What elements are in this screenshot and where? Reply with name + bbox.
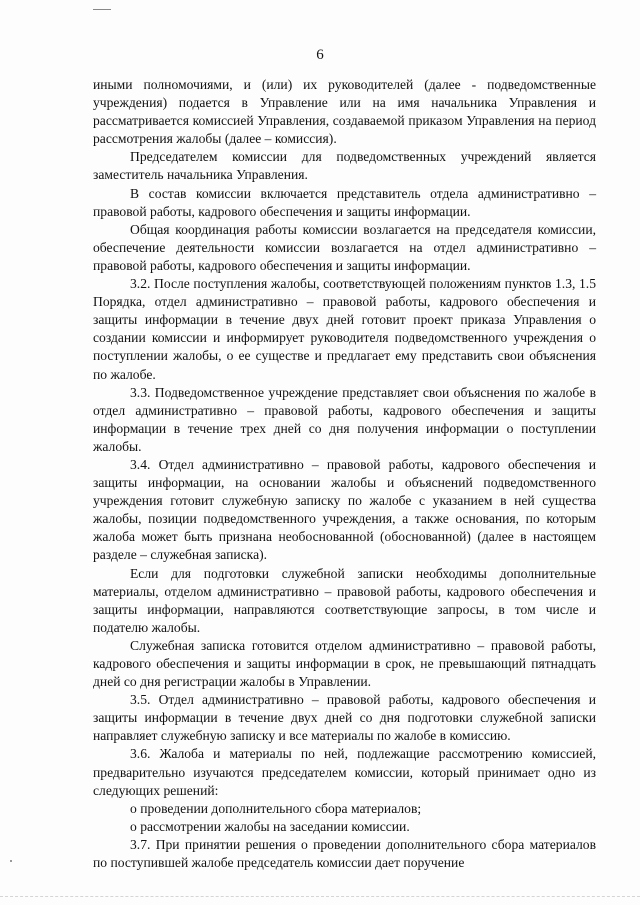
paragraph-coordination: Общая координация работы комиссии возлагается на председателя комиссии, обеспечение деятельности комиссии возлагается на отдел административно – правовой работы, кадрового обеспечения и защиты информации. [93, 221, 596, 273]
paragraph-3-7: 3.7. При принятии решения о проведении дополнительного сбора материалов по поступившей жалобе председатель комиссии дает поручение [93, 836, 596, 871]
list-item-additional-collection: о проведении дополнительного сбора материалов; [130, 800, 422, 816]
paragraph-3-6: 3.6. Жалоба и материалы по ней, подлежащие рассмотрению комиссией, предварительно изучаются председателем комиссии, который принимает одно из следующих решений: [93, 746, 596, 798]
paragraph-service-note-deadline: Служебная записка готовится отделом административно – правовой работы, кадрового обеспечения и защиты информации в срок, не превышающий пятнадцать дней со дня регистрации жалобы в Управлении. [93, 637, 596, 690]
paragraph-commission-composition: В состав комиссии включается представитель отдела административно – правовой работы, кадрового обеспечения и защиты информации. [93, 185, 596, 219]
page-number: 6 [316, 47, 324, 63]
paragraph-3-4: 3.4. Отдел административно – правовой работы, кадрового обеспечения и защиты информации, на основании жалобы и объяснений подведомственного учреждения готовит служебную записку по жалобе с указанием в ней существа жалобы, позиции подведомственного учреждения, а также основания, по которым жалоба может быть признана необоснованной (обоснованной) (далее в настоящем разделе – служебная записка). [93, 456, 596, 563]
paragraph-3-2: 3.2. После поступления жалобы, соответствующей положениям пунктов 1.3, 1.5 Порядка, отдел административно – правовой работы, кадрового обеспечения и защиты информации в течение двух дней готовит проект приказа Управления о создании комиссии и информирует руководителя подведомственного учреждения о поступлении жалобы, о ее существе и предлагает ему представить свои объяснения по жалобе. [93, 276, 596, 382]
paragraph-3-3: 3.3. Подведомственное учреждение представляет свои объяснения по жалобе в отдел административно – правовой работы, кадрового обеспечения и защиты информации в течение трех дней со дня получения информации о поступлении жалобы. [93, 384, 596, 454]
paragraph-chairman: Председателем комиссии для подведомственных учреждений является заместитель начальника Управления. [93, 149, 596, 183]
list-item-commission-meeting: о рассмотрении жалобы на заседании комиссии. [130, 818, 410, 834]
paragraph-continuation: иными полномочиями, и (или) их руководителей (далее - подведомственные учреждения) подается в Управление или на имя начальника Управления и рассматривается комиссией Управления, создаваемой приказом Управления на период рассмотрения жалобы (далее – комиссия). [93, 77, 596, 147]
paragraph-3-5: 3.5. Отдел административно – правовой работы, кадрового обеспечения и защиты информации в течение двух дней со дня подготовки служебной записки направляет служебную записку и все материалы по жалобе в комиссию. [93, 692, 596, 744]
scan-edge [0, 896, 640, 899]
paragraph-additional-materials: Если для подготовки служебной записки необходимы дополнительные материалы, отделом административно – правовой работы, кадрового обеспечения и защиты информации, направляются соответствующие запросы, в том числе и подателю жалобы. [93, 565, 596, 635]
scan-mark [10, 860, 12, 862]
document-body [93, 76, 596, 872]
scan-mark [93, 9, 111, 11]
